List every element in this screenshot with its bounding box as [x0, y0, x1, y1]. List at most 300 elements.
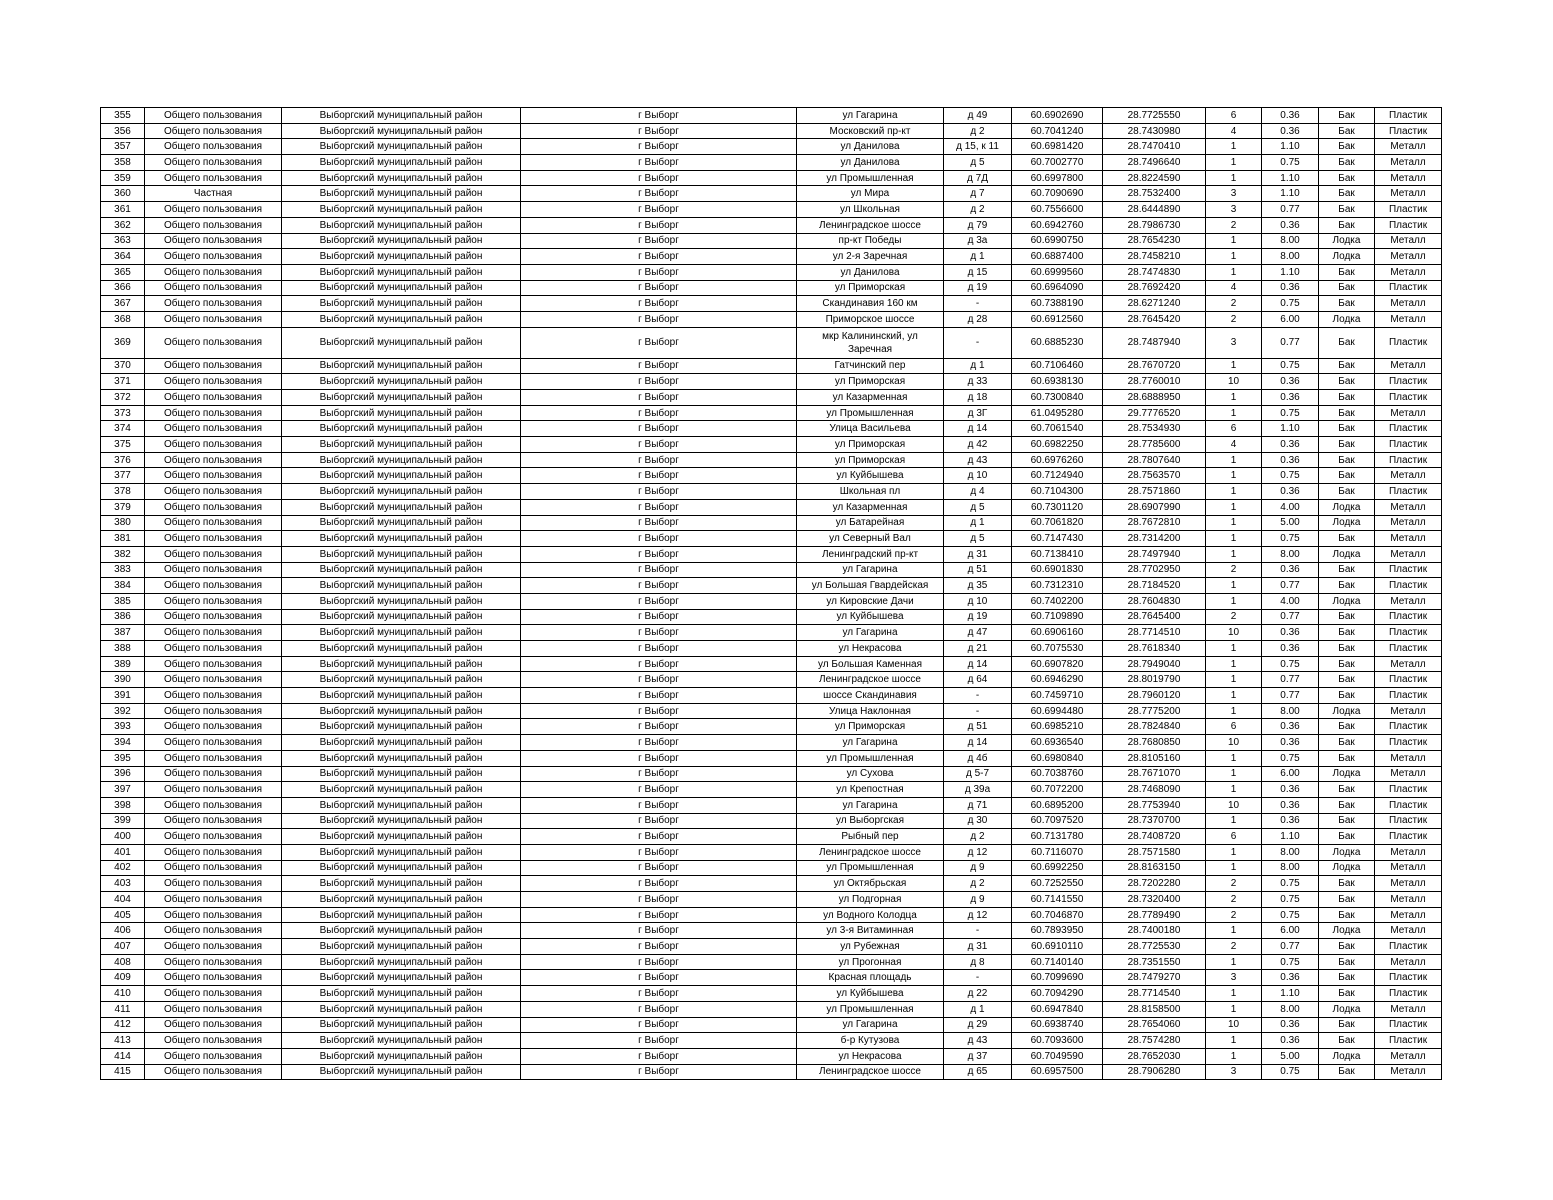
longitude-cell: 28.7714540 — [1103, 986, 1206, 1002]
house-cell: д 18 — [944, 390, 1012, 406]
row-number-cell: 364 — [101, 249, 145, 265]
street-cell: ул Промышленная — [797, 170, 944, 186]
table-row — [101, 108, 1442, 124]
container-type-cell: Бак — [1319, 1033, 1375, 1049]
settlement-cell: г Выборг — [521, 155, 797, 171]
row-number-cell: 397 — [101, 782, 145, 798]
container-type-cell: Бак — [1319, 735, 1375, 751]
container-count-cell: 1 — [1206, 1001, 1262, 1017]
settlement-cell: г Выборг — [521, 939, 797, 955]
container-count-cell: 3 — [1206, 1064, 1262, 1080]
table-row — [101, 782, 1442, 798]
settlement-cell: г Выборг — [521, 390, 797, 406]
ownership-type-cell: Общего пользования — [145, 405, 282, 421]
container-volume-cell: 0.36 — [1262, 452, 1319, 468]
container-volume-cell: 8.00 — [1262, 844, 1319, 860]
house-cell: д 19 — [944, 609, 1012, 625]
settlement-cell: г Выборг — [521, 327, 797, 358]
container-type-cell: Бак — [1319, 358, 1375, 374]
latitude-cell: 60.6980840 — [1012, 750, 1103, 766]
settlement-cell: г Выборг — [521, 515, 797, 531]
container-type-cell: Бак — [1319, 531, 1375, 547]
table-row — [101, 641, 1442, 657]
street-cell: Ленинградское шоссе — [797, 844, 944, 860]
house-cell: д 5 — [944, 499, 1012, 515]
container-volume-cell: 5.00 — [1262, 1048, 1319, 1064]
container-material-cell: Металл — [1375, 766, 1442, 782]
latitude-cell: 60.7097520 — [1012, 813, 1103, 829]
container-count-cell: 2 — [1206, 939, 1262, 955]
container-volume-cell: 0.77 — [1262, 578, 1319, 594]
container-volume-cell: 0.36 — [1262, 374, 1319, 390]
house-cell: д 42 — [944, 437, 1012, 453]
container-count-cell: 1 — [1206, 641, 1262, 657]
street-cell: ул Октябрьская — [797, 876, 944, 892]
longitude-cell: 28.7430980 — [1103, 123, 1206, 139]
district-cell: Выборгский муниципальный район — [282, 797, 521, 813]
latitude-cell: 60.6947840 — [1012, 1001, 1103, 1017]
row-number-cell: 363 — [101, 233, 145, 249]
latitude-cell: 60.6938740 — [1012, 1017, 1103, 1033]
settlement-cell: г Выборг — [521, 186, 797, 202]
house-cell: д 51 — [944, 562, 1012, 578]
settlement-cell: г Выборг — [521, 782, 797, 798]
container-material-cell: Пластик — [1375, 625, 1442, 641]
ownership-type-cell: Общего пользования — [145, 390, 282, 406]
container-material-cell: Металл — [1375, 844, 1442, 860]
container-count-cell: 3 — [1206, 327, 1262, 358]
longitude-cell: 28.7986730 — [1103, 217, 1206, 233]
container-count-cell: 1 — [1206, 405, 1262, 421]
settlement-cell: г Выборг — [521, 766, 797, 782]
district-cell: Выборгский муниципальный район — [282, 468, 521, 484]
house-cell: д 31 — [944, 546, 1012, 562]
container-type-cell: Лодка — [1319, 844, 1375, 860]
longitude-cell: 28.7604830 — [1103, 593, 1206, 609]
house-cell: д 10 — [944, 468, 1012, 484]
container-count-cell: 1 — [1206, 531, 1262, 547]
district-cell: Выборгский муниципальный район — [282, 766, 521, 782]
house-cell: д 31 — [944, 939, 1012, 955]
street-cell: Ленинградское шоссе — [797, 672, 944, 688]
container-count-cell: 1 — [1206, 233, 1262, 249]
container-type-cell: Бак — [1319, 1064, 1375, 1080]
district-cell: Выборгский муниципальный район — [282, 202, 521, 218]
container-volume-cell: 5.00 — [1262, 515, 1319, 531]
row-number-cell: 388 — [101, 641, 145, 657]
ownership-type-cell: Общего пользования — [145, 750, 282, 766]
row-number-cell: 403 — [101, 876, 145, 892]
house-cell: д 64 — [944, 672, 1012, 688]
row-number-cell: 394 — [101, 735, 145, 751]
container-count-cell: 1 — [1206, 688, 1262, 704]
latitude-cell: 60.7402200 — [1012, 593, 1103, 609]
latitude-cell: 60.6985210 — [1012, 719, 1103, 735]
container-volume-cell: 0.36 — [1262, 108, 1319, 124]
latitude-cell: 60.7090690 — [1012, 186, 1103, 202]
row-number-cell: 369 — [101, 327, 145, 358]
settlement-cell: г Выборг — [521, 892, 797, 908]
district-cell: Выборгский муниципальный район — [282, 139, 521, 155]
latitude-cell: 60.6964090 — [1012, 280, 1103, 296]
settlement-cell: г Выборг — [521, 217, 797, 233]
district-cell: Выборгский муниципальный район — [282, 296, 521, 312]
table-row — [101, 358, 1442, 374]
container-volume-cell: 0.77 — [1262, 327, 1319, 358]
street-cell: ул Прогонная — [797, 954, 944, 970]
container-volume-cell: 8.00 — [1262, 860, 1319, 876]
house-cell: д 35 — [944, 578, 1012, 594]
street-cell: ул Куйбышева — [797, 468, 944, 484]
row-number-cell: 407 — [101, 939, 145, 955]
street-cell: Красная площадь — [797, 970, 944, 986]
container-material-cell: Металл — [1375, 515, 1442, 531]
row-number-cell: 405 — [101, 907, 145, 923]
district-cell: Выборгский муниципальный район — [282, 954, 521, 970]
settlement-cell: г Выборг — [521, 593, 797, 609]
container-material-cell: Пластик — [1375, 452, 1442, 468]
container-type-cell: Лодка — [1319, 1001, 1375, 1017]
longitude-cell: 28.7470410 — [1103, 139, 1206, 155]
container-material-cell: Пластик — [1375, 390, 1442, 406]
settlement-cell: г Выборг — [521, 1064, 797, 1080]
longitude-cell: 28.7534930 — [1103, 421, 1206, 437]
container-count-cell: 1 — [1206, 1048, 1262, 1064]
container-volume-cell: 4.00 — [1262, 499, 1319, 515]
ownership-type-cell: Общего пользования — [145, 703, 282, 719]
settlement-cell: г Выборг — [521, 170, 797, 186]
longitude-cell: 28.7202280 — [1103, 876, 1206, 892]
container-volume-cell: 0.36 — [1262, 1033, 1319, 1049]
settlement-cell: г Выборг — [521, 860, 797, 876]
settlement-cell: г Выборг — [521, 1033, 797, 1049]
container-type-cell: Бак — [1319, 954, 1375, 970]
latitude-cell: 60.7312310 — [1012, 578, 1103, 594]
container-type-cell: Бак — [1319, 829, 1375, 845]
container-material-cell: Пластик — [1375, 202, 1442, 218]
table-row — [101, 562, 1442, 578]
container-type-cell: Бак — [1319, 202, 1375, 218]
container-material-cell: Пластик — [1375, 939, 1442, 955]
street-cell: б-р Кутузова — [797, 1033, 944, 1049]
ownership-type-cell: Общего пользования — [145, 986, 282, 1002]
container-type-cell: Бак — [1319, 123, 1375, 139]
settlement-cell: г Выборг — [521, 358, 797, 374]
street-cell: ул Гагарина — [797, 625, 944, 641]
table-row — [101, 155, 1442, 171]
container-material-cell: Металл — [1375, 750, 1442, 766]
container-type-cell: Бак — [1319, 876, 1375, 892]
container-material-cell: Пластик — [1375, 280, 1442, 296]
container-count-cell: 3 — [1206, 970, 1262, 986]
house-cell: д 51 — [944, 719, 1012, 735]
district-cell: Выборгский муниципальный район — [282, 562, 521, 578]
container-count-cell: 1 — [1206, 766, 1262, 782]
row-number-cell: 372 — [101, 390, 145, 406]
house-cell: д 1 — [944, 249, 1012, 265]
container-material-cell: Металл — [1375, 1064, 1442, 1080]
container-volume-cell: 0.36 — [1262, 1017, 1319, 1033]
district-cell: Выборгский муниципальный район — [282, 892, 521, 908]
house-cell: д 47 — [944, 625, 1012, 641]
row-number-cell: 371 — [101, 374, 145, 390]
house-cell: д 19 — [944, 280, 1012, 296]
settlement-cell: г Выборг — [521, 703, 797, 719]
latitude-cell: 60.7138410 — [1012, 546, 1103, 562]
district-cell: Выборгский муниципальный район — [282, 311, 521, 327]
container-count-cell: 1 — [1206, 782, 1262, 798]
container-material-cell: Пластик — [1375, 609, 1442, 625]
latitude-cell: 60.6994480 — [1012, 703, 1103, 719]
street-cell: ул Куйбышева — [797, 609, 944, 625]
table-row — [101, 609, 1442, 625]
district-cell: Выборгский муниципальный район — [282, 876, 521, 892]
ownership-type-cell: Общего пользования — [145, 280, 282, 296]
district-cell: Выборгский муниципальный район — [282, 719, 521, 735]
container-material-cell: Металл — [1375, 656, 1442, 672]
street-cell: ул Некрасова — [797, 1048, 944, 1064]
settlement-cell: г Выборг — [521, 970, 797, 986]
ownership-type-cell: Общего пользования — [145, 688, 282, 704]
district-cell: Выборгский муниципальный район — [282, 593, 521, 609]
row-number-cell: 367 — [101, 296, 145, 312]
district-cell: Выборгский муниципальный район — [282, 327, 521, 358]
container-count-cell: 1 — [1206, 750, 1262, 766]
table-row — [101, 593, 1442, 609]
latitude-cell: 60.7109890 — [1012, 609, 1103, 625]
settlement-cell: г Выборг — [521, 609, 797, 625]
container-type-cell: Бак — [1319, 296, 1375, 312]
container-count-cell: 1 — [1206, 264, 1262, 280]
ownership-type-cell: Общего пользования — [145, 719, 282, 735]
container-type-cell: Бак — [1319, 892, 1375, 908]
street-cell: ул Гагарина — [797, 562, 944, 578]
latitude-cell: 60.7459710 — [1012, 688, 1103, 704]
house-cell: д 14 — [944, 735, 1012, 751]
table-row — [101, 123, 1442, 139]
house-cell: д 71 — [944, 797, 1012, 813]
container-type-cell: Бак — [1319, 186, 1375, 202]
street-cell: ул Выборгская — [797, 813, 944, 829]
house-cell: д 15 — [944, 264, 1012, 280]
table-row — [101, 719, 1442, 735]
longitude-cell: 28.7714510 — [1103, 625, 1206, 641]
longitude-cell: 28.8224590 — [1103, 170, 1206, 186]
house-cell: д 7Д — [944, 170, 1012, 186]
longitude-cell: 28.7785600 — [1103, 437, 1206, 453]
longitude-cell: 28.7807640 — [1103, 452, 1206, 468]
container-count-cell: 1 — [1206, 546, 1262, 562]
street-cell: Школьная пл — [797, 484, 944, 500]
container-volume-cell: 0.36 — [1262, 390, 1319, 406]
longitude-cell: 28.6888950 — [1103, 390, 1206, 406]
row-number-cell: 382 — [101, 546, 145, 562]
container-count-cell: 1 — [1206, 923, 1262, 939]
container-type-cell: Бак — [1319, 672, 1375, 688]
settlement-cell: г Выборг — [521, 844, 797, 860]
table-row — [101, 986, 1442, 1002]
container-material-cell: Металл — [1375, 186, 1442, 202]
container-volume-cell: 1.10 — [1262, 986, 1319, 1002]
ownership-type-cell: Общего пользования — [145, 797, 282, 813]
table-row — [101, 217, 1442, 233]
table-row — [101, 688, 1442, 704]
container-count-cell: 3 — [1206, 202, 1262, 218]
ownership-type-cell: Общего пользования — [145, 593, 282, 609]
street-cell: ул Приморская — [797, 437, 944, 453]
table-row — [101, 954, 1442, 970]
row-number-cell: 356 — [101, 123, 145, 139]
ownership-type-cell: Общего пользования — [145, 1048, 282, 1064]
container-type-cell: Бак — [1319, 719, 1375, 735]
container-count-cell: 4 — [1206, 280, 1262, 296]
table-row — [101, 876, 1442, 892]
container-volume-cell: 0.36 — [1262, 970, 1319, 986]
row-number-cell: 414 — [101, 1048, 145, 1064]
row-number-cell: 386 — [101, 609, 145, 625]
container-volume-cell: 0.75 — [1262, 907, 1319, 923]
table-row — [101, 531, 1442, 547]
row-number-cell: 404 — [101, 892, 145, 908]
table-row — [101, 280, 1442, 296]
table-row — [101, 233, 1442, 249]
container-count-cell: 1 — [1206, 703, 1262, 719]
latitude-cell: 60.6907820 — [1012, 656, 1103, 672]
longitude-cell: 28.7753940 — [1103, 797, 1206, 813]
container-volume-cell: 0.75 — [1262, 405, 1319, 421]
container-count-cell: 4 — [1206, 437, 1262, 453]
longitude-cell: 28.7725550 — [1103, 108, 1206, 124]
longitude-cell: 28.6271240 — [1103, 296, 1206, 312]
container-material-cell: Пластик — [1375, 1017, 1442, 1033]
district-cell: Выборгский муниципальный район — [282, 155, 521, 171]
settlement-cell: г Выборг — [521, 986, 797, 1002]
longitude-cell: 28.7320400 — [1103, 892, 1206, 908]
longitude-cell: 28.7652030 — [1103, 1048, 1206, 1064]
latitude-cell: 60.6936540 — [1012, 735, 1103, 751]
container-type-cell: Бак — [1319, 264, 1375, 280]
ownership-type-cell: Общего пользования — [145, 1017, 282, 1033]
container-material-cell: Металл — [1375, 139, 1442, 155]
street-cell: ул Подгорная — [797, 892, 944, 908]
ownership-type-cell: Общего пользования — [145, 813, 282, 829]
longitude-cell: 28.7654060 — [1103, 1017, 1206, 1033]
street-cell: ул 3-я Витаминная — [797, 923, 944, 939]
container-type-cell: Бак — [1319, 986, 1375, 1002]
house-cell: д 10 — [944, 593, 1012, 609]
ownership-type-cell: Общего пользования — [145, 155, 282, 171]
row-number-cell: 355 — [101, 108, 145, 124]
container-type-cell: Бак — [1319, 374, 1375, 390]
table-row — [101, 515, 1442, 531]
district-cell: Выборгский муниципальный район — [282, 217, 521, 233]
container-material-cell: Пластик — [1375, 970, 1442, 986]
street-cell: ул Приморская — [797, 280, 944, 296]
settlement-cell: г Выборг — [521, 484, 797, 500]
container-type-cell: Бак — [1319, 1017, 1375, 1033]
street-cell: ул Данилова — [797, 139, 944, 155]
longitude-cell: 28.7671070 — [1103, 766, 1206, 782]
container-count-cell: 6 — [1206, 421, 1262, 437]
ownership-type-cell: Общего пользования — [145, 468, 282, 484]
container-type-cell: Бак — [1319, 139, 1375, 155]
latitude-cell: 60.6895200 — [1012, 797, 1103, 813]
settlement-cell: г Выборг — [521, 405, 797, 421]
container-volume-cell: 0.36 — [1262, 123, 1319, 139]
ownership-type-cell: Общего пользования — [145, 264, 282, 280]
table-row — [101, 970, 1442, 986]
longitude-cell: 28.7497940 — [1103, 546, 1206, 562]
container-material-cell: Металл — [1375, 499, 1442, 515]
district-cell: Выборгский муниципальный район — [282, 358, 521, 374]
latitude-cell: 60.6999560 — [1012, 264, 1103, 280]
container-volume-cell: 1.10 — [1262, 139, 1319, 155]
table-row — [101, 170, 1442, 186]
row-number-cell: 387 — [101, 625, 145, 641]
container-type-cell: Лодка — [1319, 593, 1375, 609]
container-type-cell: Бак — [1319, 625, 1375, 641]
longitude-cell: 28.7400180 — [1103, 923, 1206, 939]
house-cell: д 5-7 — [944, 766, 1012, 782]
container-material-cell: Пластик — [1375, 782, 1442, 798]
container-type-cell: Бак — [1319, 108, 1375, 124]
container-count-cell: 1 — [1206, 844, 1262, 860]
longitude-cell: 28.7314200 — [1103, 531, 1206, 547]
longitude-cell: 28.7408720 — [1103, 829, 1206, 845]
row-number-cell: 399 — [101, 813, 145, 829]
settlement-cell: г Выборг — [521, 108, 797, 124]
container-material-cell: Металл — [1375, 468, 1442, 484]
row-number-cell: 415 — [101, 1064, 145, 1080]
table-body — [101, 108, 1442, 1080]
ownership-type-cell: Общего пользования — [145, 515, 282, 531]
container-count-cell: 1 — [1206, 578, 1262, 594]
street-cell: ул Приморская — [797, 452, 944, 468]
district-cell: Выборгский муниципальный район — [282, 186, 521, 202]
container-count-cell: 2 — [1206, 892, 1262, 908]
district-cell: Выборгский муниципальный район — [282, 986, 521, 1002]
container-type-cell: Бак — [1319, 468, 1375, 484]
container-volume-cell: 0.36 — [1262, 735, 1319, 751]
container-count-cell: 1 — [1206, 390, 1262, 406]
container-count-cell: 1 — [1206, 986, 1262, 1002]
container-volume-cell: 0.75 — [1262, 750, 1319, 766]
house-cell: д 4 — [944, 484, 1012, 500]
container-count-cell: 2 — [1206, 876, 1262, 892]
container-volume-cell: 0.36 — [1262, 782, 1319, 798]
latitude-cell: 60.6976260 — [1012, 452, 1103, 468]
latitude-cell: 60.7094290 — [1012, 986, 1103, 1002]
container-type-cell: Лодка — [1319, 703, 1375, 719]
house-cell: д 43 — [944, 452, 1012, 468]
container-material-cell: Металл — [1375, 264, 1442, 280]
house-cell: д 2 — [944, 829, 1012, 845]
table-row — [101, 656, 1442, 672]
district-cell: Выборгский муниципальный район — [282, 123, 521, 139]
row-number-cell: 370 — [101, 358, 145, 374]
row-number-cell: 395 — [101, 750, 145, 766]
container-volume-cell: 0.77 — [1262, 609, 1319, 625]
house-cell: д 22 — [944, 986, 1012, 1002]
settlement-cell: г Выборг — [521, 452, 797, 468]
district-cell: Выборгский муниципальный район — [282, 813, 521, 829]
container-count-cell: 6 — [1206, 719, 1262, 735]
container-material-cell: Металл — [1375, 155, 1442, 171]
row-number-cell: 412 — [101, 1017, 145, 1033]
container-count-cell: 1 — [1206, 139, 1262, 155]
longitude-cell: 28.7468090 — [1103, 782, 1206, 798]
row-number-cell: 409 — [101, 970, 145, 986]
